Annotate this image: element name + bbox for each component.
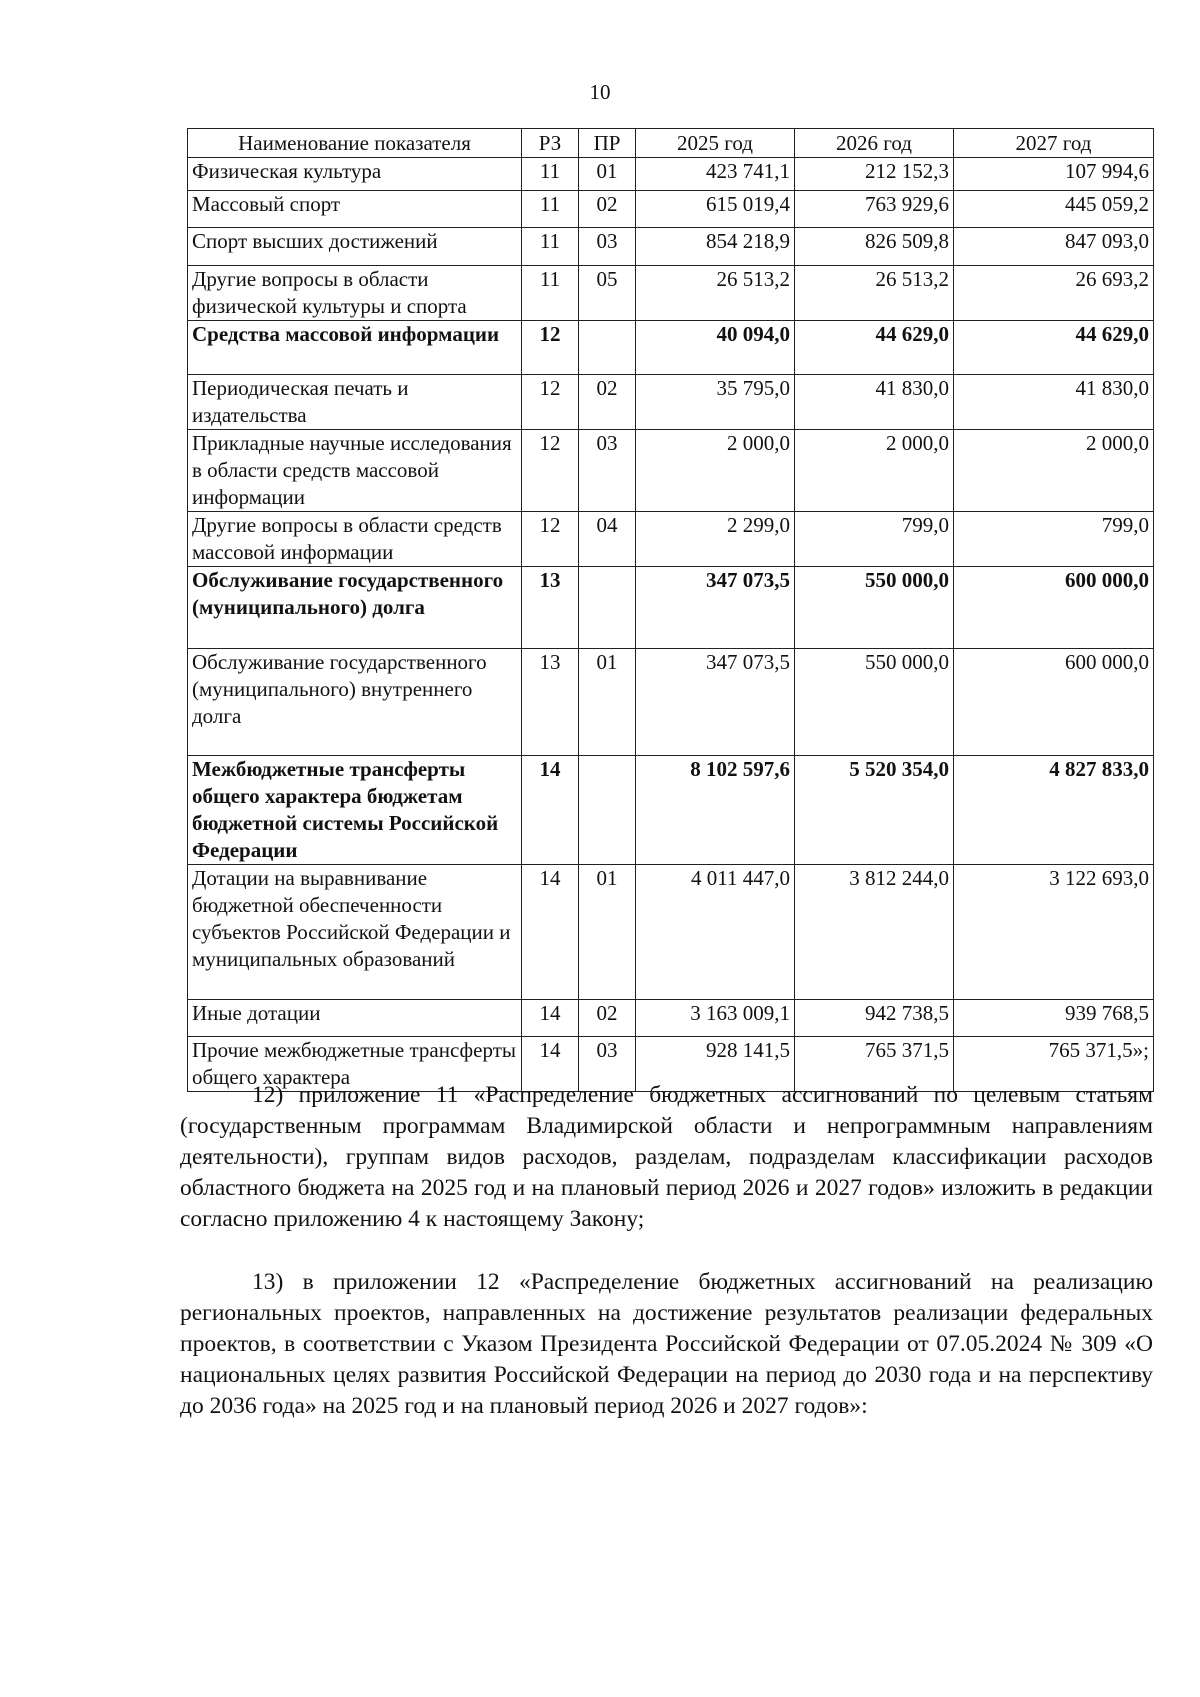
row-name-cell: Средства массовой информации (188, 321, 522, 375)
row-2027-cell: 2 000,0 (954, 430, 1154, 512)
row-2025-cell: 26 513,2 (636, 266, 795, 321)
row-pr-cell: 02 (579, 1000, 636, 1037)
row-rz-cell: 12 (522, 375, 579, 430)
row-name-cell: Межбюджетные трансферты общего характера бюджетам бюджетной системы Российской Федерации (188, 756, 522, 865)
page-number: 10 (589, 80, 611, 104)
row-2027-cell: 799,0 (954, 512, 1154, 567)
row-rz-cell: 13 (522, 567, 579, 649)
row-2027-cell: 4 827 833,0 (954, 756, 1154, 865)
row-2027-cell: 44 629,0 (954, 321, 1154, 375)
table-row (188, 191, 1154, 228)
row-2025-cell: 4 011 447,0 (636, 865, 795, 1000)
paragraph-text: 12) приложение 11 «Распределение бюджетных ассигнований по целевым статьям (государственным программам Владимирской области и непрограммным направлениям деятельности), группам видов расходов, разделам, подразделам классификации расходов областного бюджета на 2025 год и на плановый период 2026 и 2027 годов» изложить в редакции согласно приложению 4 к настоящему Закону; (180, 1082, 1153, 1232)
table-row (188, 321, 1154, 375)
row-2026-cell: 26 513,2 (795, 266, 954, 321)
row-2027-cell: 26 693,2 (954, 266, 1154, 321)
row-name-cell: Прочие межбюджетные трансферты общего характера (188, 1037, 522, 1092)
row-name-cell: Обслуживание государственного (муниципального) внутреннего долга (188, 649, 522, 756)
row-pr-cell: 04 (579, 512, 636, 567)
row-rz-cell: 12 (522, 430, 579, 512)
row-2026-cell: 3 812 244,0 (795, 865, 954, 1000)
row-rz-cell: 12 (522, 512, 579, 567)
header-2027: 2027 год (954, 129, 1154, 158)
row-2027-cell: 939 768,5 (954, 1000, 1154, 1037)
row-name-cell: Дотации на выравнивание бюджетной обеспеченности субъектов Российской Федерации и муниципальных образований (188, 865, 522, 1000)
table-row (188, 865, 1154, 1000)
row-name-cell: Периодическая печать и издательства (188, 375, 522, 430)
row-rz-cell: 11 (522, 158, 579, 191)
row-rz-cell: 11 (522, 228, 579, 266)
row-name-cell: Другие вопросы в области физической культуры и спорта (188, 266, 522, 321)
row-2026-cell: 550 000,0 (795, 567, 954, 649)
row-2026-cell: 763 929,6 (795, 191, 954, 228)
row-pr-cell: 05 (579, 266, 636, 321)
row-pr-cell: 01 (579, 865, 636, 1000)
row-2025-cell: 8 102 597,6 (636, 756, 795, 865)
row-rz-cell: 14 (522, 756, 579, 865)
row-pr-cell: 02 (579, 191, 636, 228)
paragraph-item-12 (180, 1080, 1153, 1235)
row-pr-cell: 03 (579, 228, 636, 266)
table-row (188, 649, 1154, 756)
row-2026-cell: 765 371,5 (795, 1037, 954, 1092)
row-2027-cell: 41 830,0 (954, 375, 1154, 430)
row-name-cell: Спорт высших достижений (188, 228, 522, 266)
header-pr: ПР (579, 129, 636, 158)
row-2026-cell: 44 629,0 (795, 321, 954, 375)
table-row (188, 375, 1154, 430)
table-row (188, 430, 1154, 512)
row-2026-cell: 799,0 (795, 512, 954, 567)
row-2025-cell: 615 019,4 (636, 191, 795, 228)
row-name-cell: Физическая культура (188, 158, 522, 191)
table-body (188, 158, 1154, 1092)
row-2025-cell: 854 218,9 (636, 228, 795, 266)
header-2025: 2025 год (636, 129, 795, 158)
row-2026-cell: 2 000,0 (795, 430, 954, 512)
row-pr-cell: 01 (579, 158, 636, 191)
row-pr-cell: 03 (579, 430, 636, 512)
row-rz-cell: 12 (522, 321, 579, 375)
row-pr-cell (579, 567, 636, 649)
row-name-cell: Другие вопросы в области средств массовой информации (188, 512, 522, 567)
row-2026-cell: 826 509,8 (795, 228, 954, 266)
table-row (188, 228, 1154, 266)
row-2025-cell: 2 299,0 (636, 512, 795, 567)
row-2026-cell: 5 520 354,0 (795, 756, 954, 865)
row-name-cell: Иные дотации (188, 1000, 522, 1037)
row-rz-cell: 14 (522, 1037, 579, 1092)
row-2025-cell: 2 000,0 (636, 430, 795, 512)
row-name-cell: Прикладные научные исследования в области средств массовой информации (188, 430, 522, 512)
row-pr-cell (579, 321, 636, 375)
table-header-row (188, 129, 1154, 158)
row-rz-cell: 11 (522, 191, 579, 228)
row-2027-cell: 600 000,0 (954, 649, 1154, 756)
table-row (188, 756, 1154, 865)
row-rz-cell: 14 (522, 1000, 579, 1037)
table-row (188, 266, 1154, 321)
table-row (188, 1000, 1154, 1037)
table-row (188, 567, 1154, 649)
row-2025-cell: 423 741,1 (636, 158, 795, 191)
paragraph-text: 13) в приложении 12 «Распределение бюджетных ассигнований на реализацию региональных проектов, направленных на достижение результатов реализации федеральных проектов, в соответствии с Указом Президента Российской Федерации от 07.05.2024 № 309 «О национальных целях развития Российской Федерации на период до 2030 года и на перспективу до 2036 года» на 2025 год и на плановый период 2026 и 2027 годов»: (180, 1269, 1153, 1419)
row-2026-cell: 41 830,0 (795, 375, 954, 430)
header-name: Наименование показателя (188, 129, 522, 158)
table-row (188, 158, 1154, 191)
header-rz: РЗ (522, 129, 579, 158)
row-2027-cell: 3 122 693,0 (954, 865, 1154, 1000)
row-pr-cell (579, 756, 636, 865)
row-pr-cell: 03 (579, 1037, 636, 1092)
row-2027-cell: 600 000,0 (954, 567, 1154, 649)
paragraph-item-13 (180, 1267, 1153, 1422)
row-pr-cell: 02 (579, 375, 636, 430)
row-name-cell: Массовый спорт (188, 191, 522, 228)
row-2026-cell: 550 000,0 (795, 649, 954, 756)
row-2025-cell: 347 073,5 (636, 649, 795, 756)
header-2026: 2026 год (795, 129, 954, 158)
row-2025-cell: 3 163 009,1 (636, 1000, 795, 1037)
row-2025-cell: 35 795,0 (636, 375, 795, 430)
row-rz-cell: 13 (522, 649, 579, 756)
row-2026-cell: 942 738,5 (795, 1000, 954, 1037)
budget-table (187, 128, 1154, 1092)
table-row (188, 512, 1154, 567)
row-2025-cell: 40 094,0 (636, 321, 795, 375)
row-2025-cell: 928 141,5 (636, 1037, 795, 1092)
row-2027-cell: 445 059,2 (954, 191, 1154, 228)
row-rz-cell: 14 (522, 865, 579, 1000)
row-rz-cell: 11 (522, 266, 579, 321)
row-2026-cell: 212 152,3 (795, 158, 954, 191)
row-2027-cell: 847 093,0 (954, 228, 1154, 266)
row-2027-cell: 765 371,5»; (954, 1037, 1154, 1092)
row-2025-cell: 347 073,5 (636, 567, 795, 649)
row-pr-cell: 01 (579, 649, 636, 756)
row-2027-cell: 107 994,6 (954, 158, 1154, 191)
row-name-cell: Обслуживание государственного (муниципального) долга (188, 567, 522, 649)
